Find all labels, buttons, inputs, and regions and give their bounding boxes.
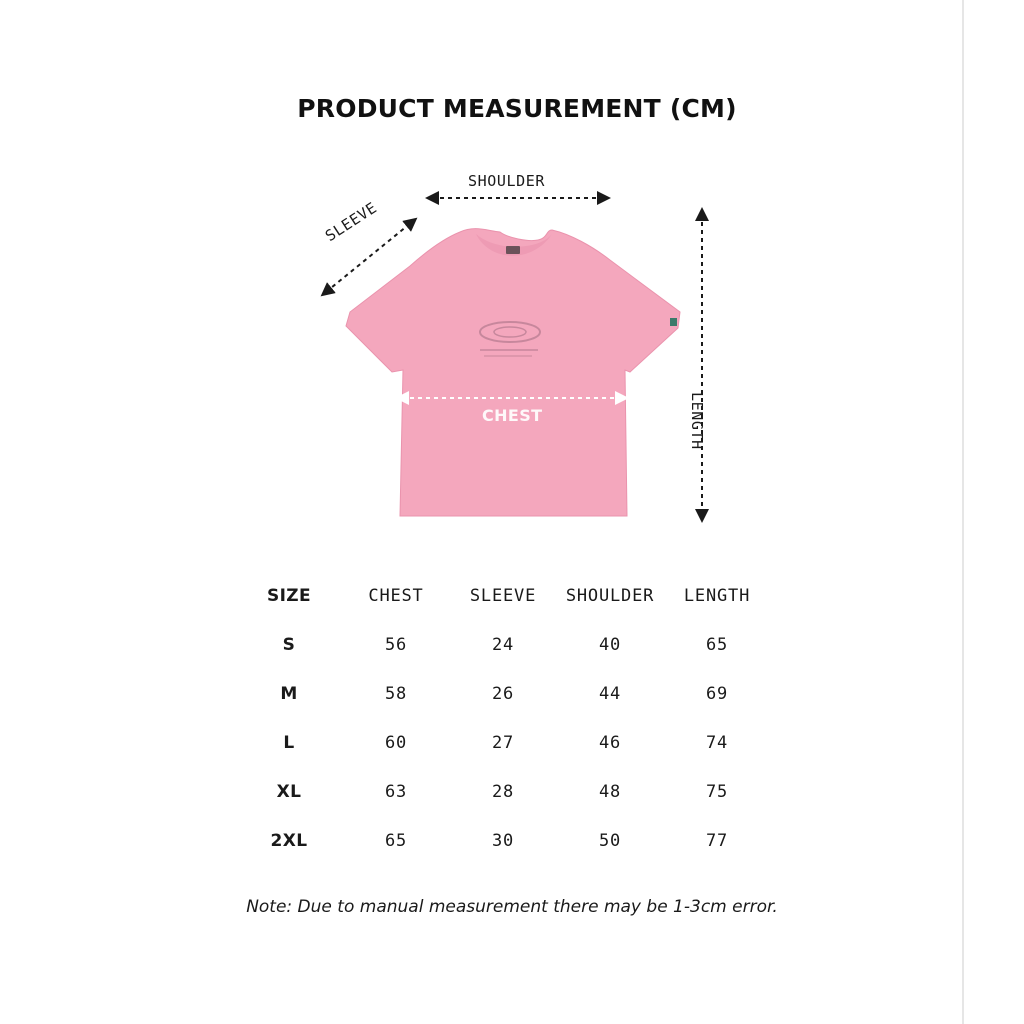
sleeve-cell: 26 <box>491 684 515 704</box>
length-cell: 69 <box>705 684 729 704</box>
chest-cell: 65 <box>384 831 408 851</box>
table-row <box>236 670 776 719</box>
page-title: PRODUCT MEASUREMENT (CM) <box>297 94 737 123</box>
sleeve-cell: 24 <box>491 635 515 655</box>
length-cell: 65 <box>705 635 729 655</box>
header-sleeve: SLEEVE <box>469 586 537 606</box>
table-row <box>236 719 776 768</box>
measurement-diagram <box>300 160 760 540</box>
chest-cell: 60 <box>384 733 408 753</box>
sleeve-tag <box>670 318 677 326</box>
page-edge-divider <box>962 0 964 1024</box>
shoulder-label: SHOULDER <box>468 172 546 190</box>
header-shoulder: SHOULDER <box>565 586 655 606</box>
size-cell: L <box>283 733 295 753</box>
collar-tag <box>506 246 520 254</box>
tshirt-shape <box>346 229 680 516</box>
size-cell: M <box>280 684 298 704</box>
table-row <box>236 621 776 670</box>
chest-cell: 58 <box>384 684 408 704</box>
length-cell: 77 <box>705 831 729 851</box>
length-cell: 74 <box>705 733 729 753</box>
shoulder-cell: 40 <box>598 635 622 655</box>
size-cell: 2XL <box>270 831 308 851</box>
size-cell: XL <box>276 782 302 802</box>
shoulder-cell: 44 <box>598 684 622 704</box>
table-row <box>236 817 776 866</box>
chest-label: CHEST <box>482 406 543 425</box>
measurement-note: Note: Due to manual measurement there may be 1-3cm error. <box>246 897 778 917</box>
sleeve-cell: 28 <box>491 782 515 802</box>
sleeve-cell: 27 <box>491 733 515 753</box>
size-cell: S <box>282 635 296 655</box>
chest-cell: 63 <box>384 782 408 802</box>
chest-cell: 56 <box>384 635 408 655</box>
shoulder-cell: 46 <box>598 733 622 753</box>
sleeve-cell: 30 <box>491 831 515 851</box>
shoulder-cell: 50 <box>598 831 622 851</box>
header-size: SIZE <box>266 586 312 606</box>
size-table <box>236 572 776 866</box>
length-label: LENGTH <box>688 392 706 450</box>
sleeve-label: SLEEVE <box>322 198 381 246</box>
table-row <box>236 768 776 817</box>
length-cell: 75 <box>705 782 729 802</box>
table-header-row <box>236 572 776 621</box>
header-chest: CHEST <box>368 586 424 606</box>
shoulder-cell: 48 <box>598 782 622 802</box>
header-length: LENGTH <box>683 586 751 606</box>
